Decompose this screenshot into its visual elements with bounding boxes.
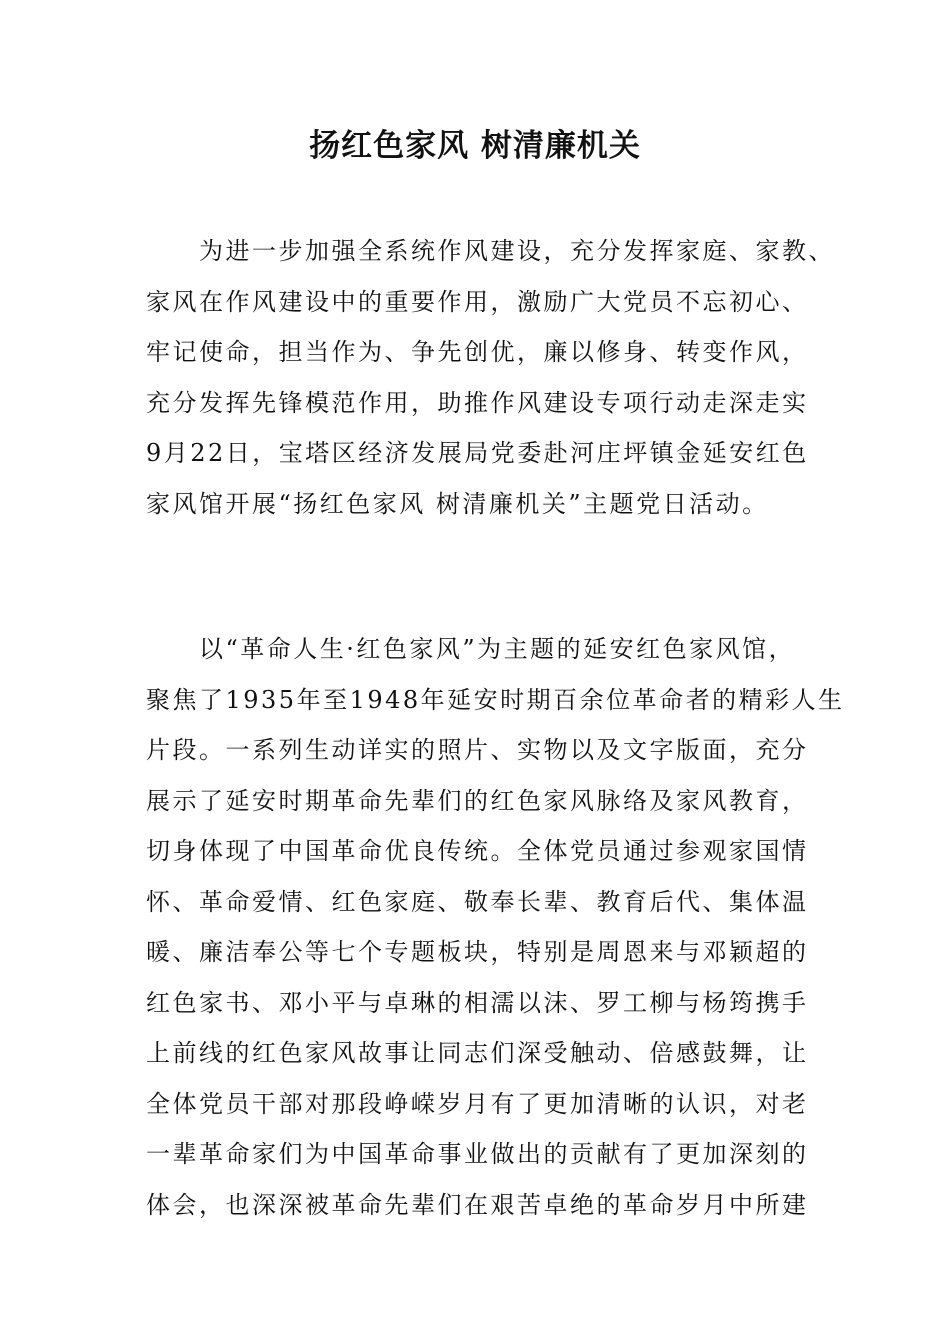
paragraph-line: 9月22日，宝塔区经济发展局党委赴河庄坪镇金延安红色 xyxy=(146,439,809,467)
paragraph-museum xyxy=(146,624,846,1230)
paragraph-line: 家风馆开展“扬红色家风 树清廉机关”主题党日活动。 xyxy=(146,489,769,518)
paragraph-line: 怀、革命爱情、红色家庭、敬奉长辈、教育后代、集体温 xyxy=(146,887,809,916)
paragraph-line: 全体党员干部对那段峥嵘岁月有了更加清晰的认识，对老 xyxy=(146,1089,809,1118)
paragraph-line: 一辈革命家们为中国革命事业做出的贡献有了更加深刻的 xyxy=(146,1140,809,1168)
paragraph-intro xyxy=(146,226,846,529)
paragraph-line: 聚焦了1935年至1948年延安时期百余位革命者的精彩人生 xyxy=(146,685,845,714)
paragraph-line: 切身体现了中国革命优良传统。全体党员通过参观家国情 xyxy=(146,837,809,865)
paragraph-line: 暖、廉洁奉公等七个专题板块，特别是周恩来与邓颖超的 xyxy=(146,938,809,966)
paragraph-line: 体会，也深深被革命先辈们在艰苦卓绝的革命岁月中所建 xyxy=(146,1190,809,1219)
paragraph-line: 牢记使命，担当作为、争先创优，廉以修身、转变作风， xyxy=(146,338,809,366)
page-title: 扬红色家风 树清廉机关 xyxy=(309,128,641,164)
paragraph-line: 红色家书、邓小平与卓琳的相濡以沫、罗工柳与杨筠携手 xyxy=(146,988,809,1017)
paragraph-line: 以“革命人生·红色家风”为主题的延安红色家风馆， xyxy=(146,635,796,663)
paragraph-line: 充分发挥先锋模范作用，助推作风建设专项行动走深走实 xyxy=(146,388,809,417)
paragraph-line: 为进一步加强全系统作风建设，充分发挥家庭、家教、 xyxy=(146,237,835,265)
paragraph-line: 片段。一系列生动详实的照片、实物以及文字版面，充分 xyxy=(146,736,809,764)
paragraph-line: 展示了延安时期革命先辈们的红色家风脉络及家风教育， xyxy=(146,786,809,815)
paragraph-line: 家风在作风建设中的重要作用，激励广大党员不忘初心、 xyxy=(146,287,809,316)
paragraph-line: 上前线的红色家风故事让同志们深受触动、倍感鼓舞，让 xyxy=(146,1039,809,1067)
